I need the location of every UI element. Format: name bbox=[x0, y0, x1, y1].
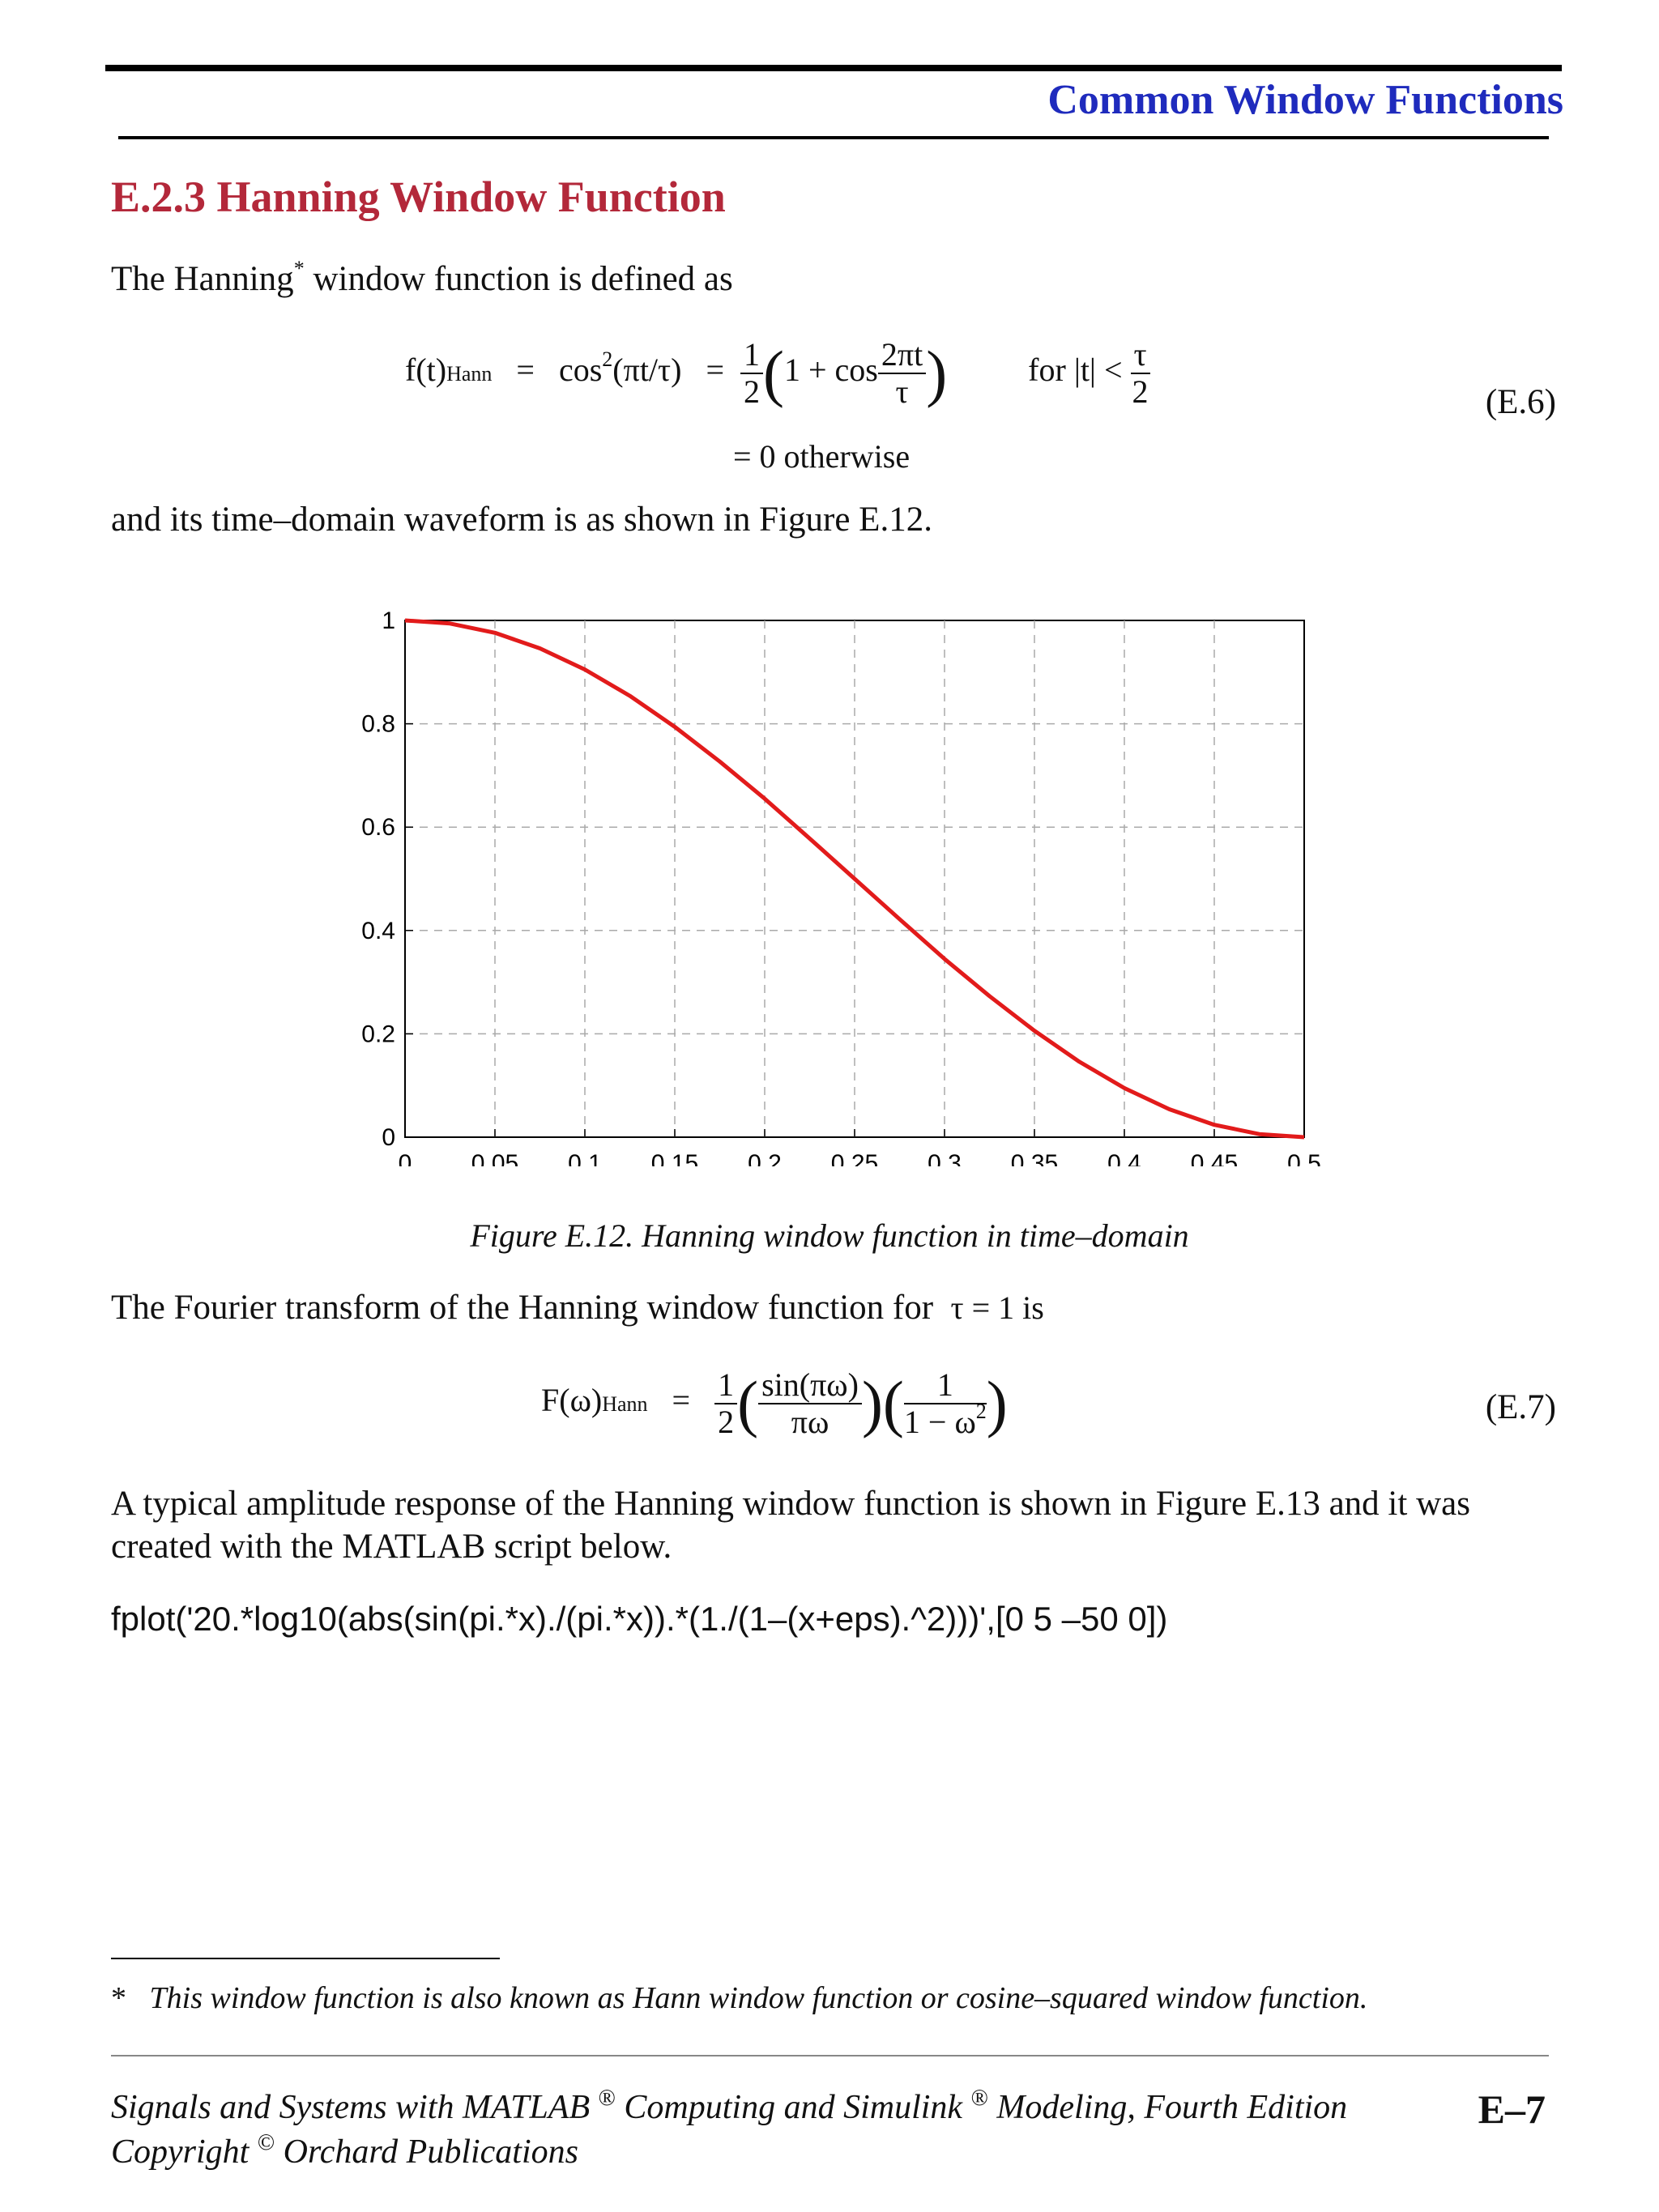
x-tick-label: 0.15 bbox=[650, 1150, 699, 1166]
equation-e7: F(ω)Hann = $\frac{1}{2}$ ( $\frac{\sin(\pi\omega)}{\pi\omega}$ )( $\frac{1}{1 - \omega^2}$ ) bbox=[541, 1366, 1008, 1440]
eq6-half: $\frac{1}{2}$ bbox=[740, 339, 763, 408]
x-tick-label: 0.4 bbox=[1107, 1150, 1141, 1166]
footer-text bbox=[111, 2087, 1347, 2176]
y-tick-label: 0.8 bbox=[361, 710, 395, 738]
equation-e6: f(t)Hann = $\cos^2(\pi t/\tau)$ = $\frac{1}{2}$ (1 + cos $\frac{2\pi t}{\tau}$ ) for |t| < $\frac{\tau}{2}$ bbox=[405, 339, 1150, 408]
eq6-cos-frac: $\frac{2\pi t}{\tau}$ bbox=[878, 339, 926, 408]
matlab-code: fplot('20.*log10(abs(sin(pi.*x)./(pi.*x)).*(1./(1–(x+eps).^2)))',[0 5 –50 0]) bbox=[111, 1600, 1168, 1638]
running-header-title: Common Window Functions bbox=[1047, 77, 1563, 123]
figure-caption: Figure E.12. Hanning window function in time–domain bbox=[470, 1217, 1189, 1254]
chart-svg bbox=[348, 607, 1345, 1166]
eq6-condition: for |t| < bbox=[1028, 352, 1123, 389]
eq6-otherwise: = 0 otherwise bbox=[733, 438, 911, 475]
eq7-sinc: $\frac{\sin(\pi\omega)}{\pi\omega}$ bbox=[758, 1369, 862, 1438]
amplitude-paragraph-line1: A typical amplitude response of the Hanning window function is shown in Figure E.13 and it was bbox=[111, 1485, 1470, 1523]
x-tick-label: 0.45 bbox=[1190, 1150, 1239, 1166]
footnote-rule bbox=[111, 1958, 500, 1959]
equation-number-e7: (E.7) bbox=[1485, 1388, 1556, 1426]
y-tick-label: 0.4 bbox=[361, 917, 395, 944]
x-tick-label: 0.5 bbox=[1287, 1150, 1321, 1166]
x-tick-label: 0.1 bbox=[568, 1150, 602, 1166]
x-tick-label: 0.2 bbox=[748, 1150, 782, 1166]
footer-line-2: Copyright © Orchard Publications bbox=[111, 2130, 578, 2171]
eq7-half: $\frac{1}{2}$ bbox=[714, 1369, 737, 1438]
eq7-lhs: F(ω) bbox=[541, 1382, 603, 1419]
y-tick-label: 0 bbox=[382, 1124, 395, 1151]
footnote-star: * bbox=[111, 1981, 126, 2015]
x-tick-label: 0.05 bbox=[471, 1150, 519, 1166]
waveform-paragraph: and its time–domain waveform is as shown in Figure E.12. bbox=[111, 501, 932, 539]
eq6-one-plus-cos: 1 + cos bbox=[783, 352, 878, 389]
footnote-text: This window function is also known as Hann window function or cosine–squared window function. bbox=[149, 1981, 1368, 2015]
x-tick-label: 0.35 bbox=[1010, 1150, 1059, 1166]
footer-rule bbox=[111, 2055, 1549, 2056]
eq7-equals: = bbox=[672, 1382, 691, 1419]
equation-number-e6: (E.6) bbox=[1485, 383, 1556, 421]
eq6-equals-1: = bbox=[516, 352, 535, 389]
eq7-lhs-sub: Hann bbox=[602, 1392, 648, 1417]
section-title: E.2.3 Hanning Window Function bbox=[111, 173, 726, 221]
header-bottom-rule bbox=[118, 136, 1549, 139]
tau-equals: τ = 1 is bbox=[950, 1289, 1044, 1326]
y-tick-label: 1 bbox=[382, 607, 395, 634]
eq6-cos-power: 2 bbox=[602, 347, 613, 372]
x-tick-label: 0.25 bbox=[830, 1150, 879, 1166]
intro-paragraph bbox=[111, 259, 733, 299]
eq6-cos: cos bbox=[558, 352, 603, 389]
page-number: E–7 bbox=[1478, 2086, 1546, 2132]
hanning-time-domain-chart bbox=[348, 607, 1345, 1166]
y-tick-label: 0.2 bbox=[361, 1021, 395, 1048]
x-tick-label: 0 bbox=[398, 1150, 412, 1166]
eq7-inverse: $\frac{1}{1 - \omega^2}$ bbox=[903, 1366, 987, 1440]
footnote-marker: * bbox=[293, 257, 305, 280]
eq6-cond-frac: $\frac{\tau}{2}$ bbox=[1131, 339, 1150, 408]
eq6-cos-arg: (πt/τ) bbox=[612, 352, 682, 389]
intro-prefix: The Hanning bbox=[111, 260, 294, 298]
footer-line-1: Signals and Systems with MATLAB ® Computing and Simulink ® Modeling, Fourth Edition bbox=[111, 2086, 1348, 2126]
fourier-paragraph bbox=[111, 1288, 1044, 1328]
x-tick-label: 0.3 bbox=[928, 1150, 962, 1166]
fourier-text: The Fourier transform of the Hanning window function for bbox=[111, 1289, 934, 1327]
amplitude-paragraph-line2: created with the MATLAB script below. bbox=[111, 1528, 672, 1566]
footnote bbox=[111, 1980, 1367, 2016]
y-tick-label: 0.6 bbox=[361, 814, 395, 842]
header-top-rule bbox=[105, 65, 1562, 71]
eq6-lhs-sub: Hann bbox=[446, 362, 493, 386]
eq6-lhs: f(t) bbox=[405, 352, 447, 389]
intro-suffix: window function is defined as bbox=[304, 260, 733, 298]
eq6-equals-2: = bbox=[706, 352, 724, 389]
